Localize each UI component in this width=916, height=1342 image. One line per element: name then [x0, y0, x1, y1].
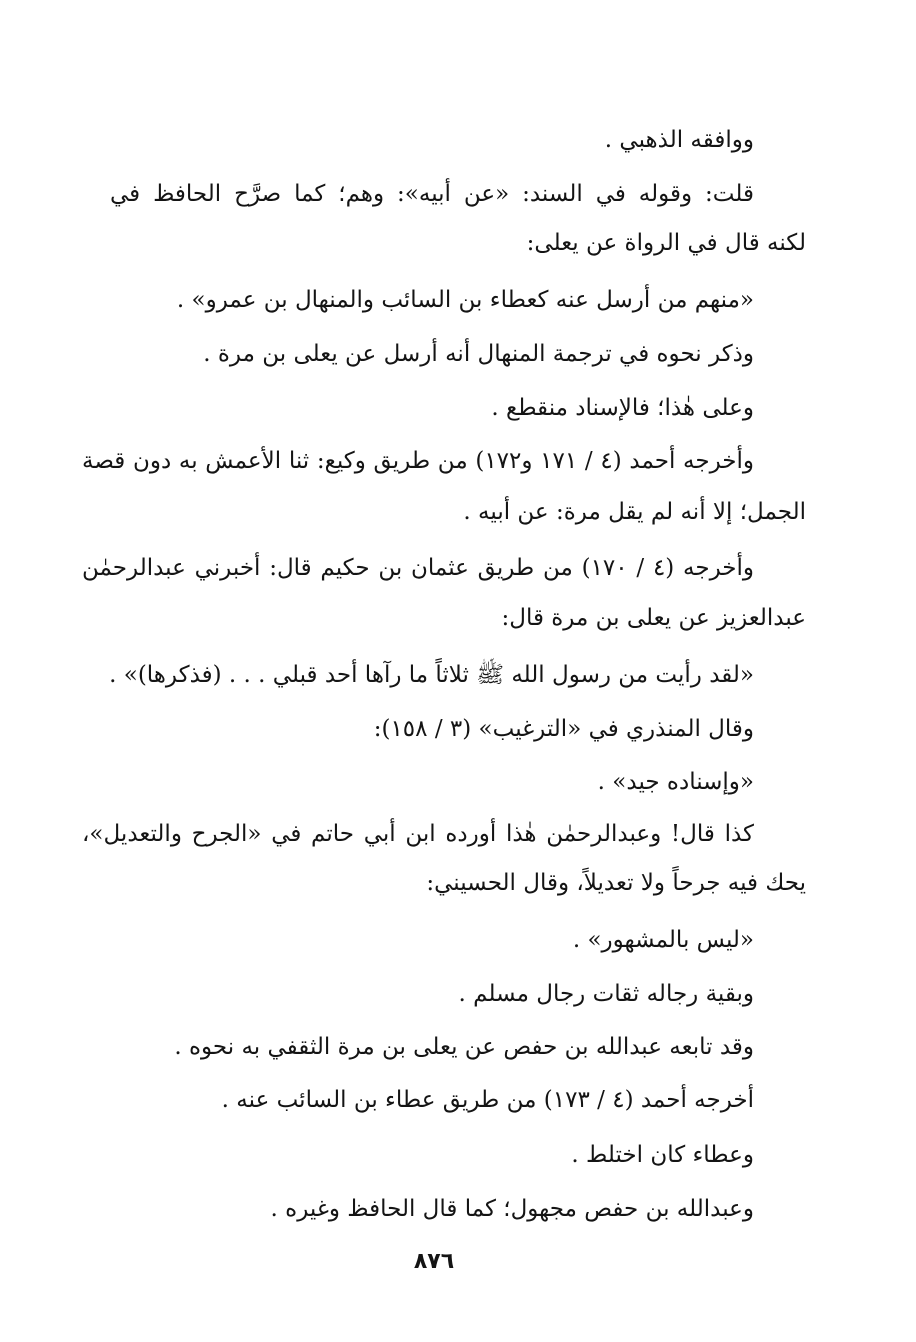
text-line: يحك فيه جرحاً ولا تعديلاً، وقال الحسيني:: [426, 870, 806, 896]
quote-line: «وإسناده جيد» .: [597, 769, 754, 795]
text-line: وعلى هٰذا؛ فالإسناد منقطع .: [491, 395, 754, 421]
text-line: وأخرجه (٤ / ١٧٠) من طريق عثمان بن حكيم قال: أخبرني عبدالرحمٰن: [82, 555, 754, 581]
text-line: وعبدالله بن حفص مجهول؛ كما قال الحافظ وغيره .: [270, 1196, 754, 1222]
text-line: وقد تابعه عبدالله بن حفص عن يعلى بن مرة الثقفي به نحوه .: [174, 1034, 754, 1060]
quote-line: «ليس بالمشهور» .: [572, 927, 754, 953]
text-line: عبدالعزيز عن يعلى بن مرة قال:: [501, 605, 806, 631]
text-line: لكنه قال في الرواة عن يعلى:: [526, 230, 806, 256]
quote-line: «منهم من أرسل عنه كعطاء بن السائب والمنهال بن عمرو» .: [176, 287, 754, 313]
text-line: ووافقه الذهبي .: [604, 127, 754, 153]
text-line: الجمل؛ إلا أنه لم يقل مرة: عن أبيه .: [463, 499, 806, 525]
text-line: قلت: وقوله في السند: «عن أبيه»: وهم؛ كما صرَّح الحافظ في: [110, 181, 754, 207]
quote-line: «لقد رأيت من رسول الله ﷺ ثلاثاً ما رآها أحد قبلي . . . (فذكرها)» .: [109, 662, 754, 688]
text-line: وبقية رجاله ثقات رجال مسلم .: [458, 981, 754, 1007]
text-line: وعطاء كان اختلط .: [571, 1142, 754, 1168]
text-line: كذا قال! وعبدالرحمٰن هٰذا أورده ابن أبي حاتم في «الجرح والتعديل»،: [82, 821, 754, 847]
text-line: وقال المنذري في «الترغيب» (٣ / ١٥٨):: [373, 716, 754, 742]
page-number: ٨٧٦: [413, 1249, 455, 1274]
text-line: وذكر نحوه في ترجمة المنهال أنه أرسل عن يعلى بن مرة .: [203, 341, 754, 367]
text-line: أخرجه أحمد (٤ / ١٧٣) من طريق عطاء بن السائب عنه .: [221, 1087, 754, 1113]
text-line: وأخرجه أحمد (٤ / ١٧١ و١٧٢) من طريق وكيع: ثنا الأعمش به دون قصة: [82, 448, 754, 474]
